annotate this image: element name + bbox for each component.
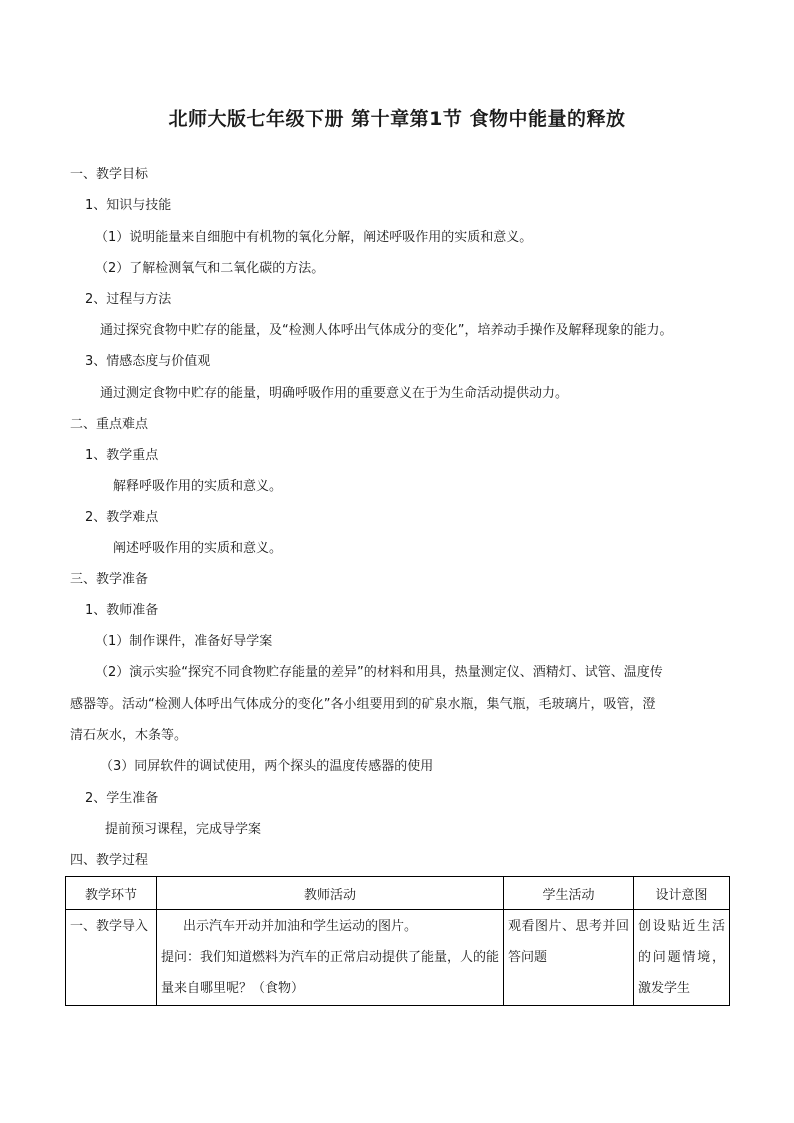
column-header-design-intent: 设计意图 xyxy=(634,877,730,910)
knowledge-item-2: （2）了解检测氧气和二氧化碳的方法。 xyxy=(95,261,325,276)
student-prep-text: 提前预习课程，完成导学案 xyxy=(105,822,262,837)
section-heading-process: 四、教学过程 xyxy=(70,853,149,868)
subheading-teacher-prep: 1、教师准备 xyxy=(85,603,159,618)
teacher-prep-item-3: （3）同屏软件的调试使用，两个探头的温度传感器的使用 xyxy=(100,759,434,774)
teacher-prep-item-2-line-2: 感器等。活动“检测人体呼出气体成分的变化”各小组要用到的矿泉水瓶，集气瓶，毛玻璃片，吸管，澄 xyxy=(70,697,656,712)
column-header-stage: 教学环节 xyxy=(66,877,157,910)
section-heading-goals: 一、教学目标 xyxy=(70,167,149,182)
difficulty-text: 阐述呼吸作用的实质和意义。 xyxy=(113,541,283,556)
page-title: 北师大版七年级下册 第十章第1节 食物中能量的释放 xyxy=(168,108,626,130)
process-text: 通过探究食物中贮存的能量，及“检测人体呼出气体成分的变化”，培养动手操作及解释现象的能力。 xyxy=(100,323,673,338)
cell-teacher-activity xyxy=(157,910,504,1006)
lesson-process-table xyxy=(65,876,730,1006)
section-heading-preparation: 三、教学准备 xyxy=(70,572,149,587)
cell-student-activity: 观看图片、思考并回答问题 xyxy=(504,910,634,1006)
subheading-knowledge: 1、知识与技能 xyxy=(85,198,172,213)
subheading-process: 2、过程与方法 xyxy=(85,292,172,307)
subheading-focus: 1、教学重点 xyxy=(85,448,159,463)
table-row xyxy=(66,910,730,1006)
cell-design-intent: 创设贴近生活的问题情境，激发学生 xyxy=(634,910,730,1006)
teacher-prep-item-1: （1）制作课件，准备好导学案 xyxy=(95,634,273,649)
cell-stage: 一、教学导入 xyxy=(66,910,157,1006)
emotion-text: 通过测定食物中贮存的能量，明确呼吸作用的重要意义在于为生命活动提供动力。 xyxy=(100,386,569,401)
subheading-student-prep: 2、学生准备 xyxy=(85,791,159,806)
column-header-student-activity: 学生活动 xyxy=(504,877,634,910)
teacher-prep-item-2-line-3: 清石灰水，木条等。 xyxy=(70,728,188,743)
subheading-difficulty: 2、教学难点 xyxy=(85,510,159,525)
column-header-teacher-activity: 教师活动 xyxy=(157,877,504,910)
table-header-row xyxy=(66,877,730,910)
focus-text: 解释呼吸作用的实质和意义。 xyxy=(113,479,283,494)
section-heading-key-points: 二、重点难点 xyxy=(70,417,149,432)
knowledge-item-1: （1）说明能量来自细胞中有机物的氧化分解，阐述呼吸作用的实质和意义。 xyxy=(95,230,533,245)
teacher-activity-line-2: 提问：我们知道燃料为汽车的正常启动提供了能量，人的能量来自哪里呢？（食物） xyxy=(161,950,500,996)
teacher-prep-item-2-line-1: （2）演示实验“探究不同食物贮存能量的差异”的材料和用具，热量测定仪、酒精灯、试管、温度传 xyxy=(95,665,663,680)
teacher-activity-line-1: 出示汽车开动并加油和学生运动的图片。 xyxy=(183,919,418,934)
subheading-emotion: 3、情感态度与价值观 xyxy=(85,354,211,369)
